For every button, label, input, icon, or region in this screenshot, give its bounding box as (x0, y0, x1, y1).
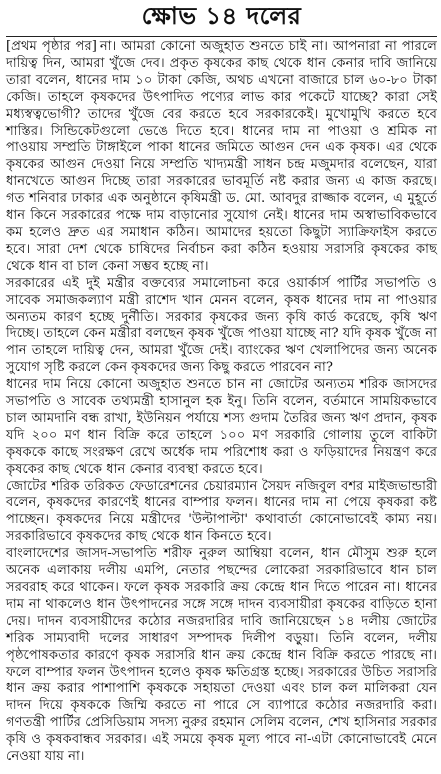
headline: ক্ষোভ ১৪ দলের (141, 2, 302, 30)
article-body (6, 39, 437, 766)
paragraph-text: না। আমরা কোনো অজুহাত শুনতে চাই না। আপনারা না পারলে দায়িত্ব দিন, আমরা খুঁজে দেব। প্রকৃত কৃষকের কাছ থেকে ধান কেনার দাবি জানিয়ে তারা বলেন, ধানের দাম ১০ টাকা কেজি, অথচ এখনো বাজারে চাল ৬০-৮০ টাকা কেজি। তাহলে কৃষকদের উৎপাদিত পণ্যের লাভ কার পকেটে যাচ্ছে? কারা সেই মধ্যস্বত্বভোগী? তাদের খুঁজে বের করতে হবে সরকারকেই। মুখোমুখি করতে হবে শাস্তির। সিন্ডিকেটগুলো ভেঙে দিতে হবে। ধানের দাম না পাওয়া ও শ্রমিক না পাওয়ায় সম্প্রতি টাঙ্গাইলে পাকা ধানের জমিতে আগুন দেন এক কৃষক। এর থেকে কৃষকের আগুন দেওয়া নিয়ে সম্প্রতি খাদ্যমন্ত্রী সাধন চন্দ্র মজুমদার বলেছেন, যারা ধানখেতে আগুন দিচ্ছে তারা সরকারের ভাবমূর্তি নষ্ট করার জন্য এ কাজ করছে। গত শনিবার ঢাকার এক অনুষ্ঠানে কৃষিমন্ত্রী ড. মো. আবদুর রাজ্জাক বলেন, এ মুহূর্তে ধান কিনে সরকারের পক্ষে দাম বাড়ানোর সুযোগ নেই। ধানের দাম অস্বাভাবিকভাবে কম হলেও দ্রুত এর সমাধান কঠিন। আমাদের হয়তো কিছুটা স্যাক্রিফাইস করতে হবে। সারা দেশ থেকে চাষিদের নির্বাচন করা কঠিন হওয়ায় সরাসরি কৃষকের কাছ থেকে ধান বা চাল কেনা সম্ভব হচ্ছে না। (6, 39, 437, 274)
paragraph-4: জোটের শরিক তরিকত ফেডারেশনের চেয়ারম্যান সৈয়দ নজিবুল বশর মাইজভান্ডারী বলেন, কৃষকদের কারণেই ধানের বাম্পার ফলন। ধানের দাম না পেয়ে কৃষকরা কষ্ট পাচ্ছেন। কৃষকদের নিয়ে মন্ত্রীদের 'উল্টাপাল্টা' কথাবার্তা কোনোভাবেই কাম্য নয়। সরকারিভাবে কৃষকদের কাছ থেকে ধান কিনতে হবে। (6, 478, 437, 545)
continuation-label: [প্রথম পৃষ্ঠার পর] (6, 39, 97, 54)
headline-bar (6, 0, 437, 37)
paragraph-5: বাংলাদেশের জাসদ-সভাপতি শরীফ নুরুল আম্বিয়া বলেন, ধান মৌসুম শুরু হলে অনেক এলাকায় দলীয় এমপি, নেতার পছন্দের লোকেরা সরকারিভাবে ধান চাল সরবরাহ করে থাকেন। ফলে কৃষক সরকারি ক্রয় কেন্দ্রে ধান দিতে পারেন না। ধানের দাম না থাকলেও ধান উৎপাদনের সঙ্গে সঙ্গে দাদন ব্যবসায়ীরা কৃষকের বাড়িতে হানা দেয়। দাদন ব্যবসায়ীদের কঠোর নজরদারির দাবি জানিয়েছেন ১৪ দলীয় জোটের শরিক সাম্যবাদী দলের সাধারণ সম্পাদক দিলীপ বড়ুয়া। তিনি বলেন, দলীয় পৃষ্ঠপোষকতার কারণে কৃষক সরাসরি ধান ক্রয় কেন্দ্রে ধান বিক্রি করতে পারছে না। ফলে বাম্পার ফলন উৎপাদন হলেও কৃষক ক্ষতিগ্রস্ত হচ্ছে। সরকারের উচিত সরাসরি ধান ক্রয় করার পাশাপাশি কৃষককে সহায়তা দেওয়া এবং চাল কল মালিকরা যেন দাদন দিয়ে কৃষককে জিম্মি করতে না পারে সে ব্যাপারে কঠোর নজরদারি করা। গণতন্ত্রী পার্টির প্রেসিডিয়াম সদস্য নুরুর রহমান সেলিম বলেন, শেখ হাসিনার সরকার কৃষি ও কৃষকবান্ধব সরকার। এই সময়ে কৃষক মূল্য পাবে না-এটা কোনোভাবেই মেনে নেওয়া যায় না। (6, 546, 437, 765)
paragraph-1 (6, 39, 437, 276)
paragraph-3: ধানের দাম নিয়ে কোনো অজুহাত শুনতে চান না জোটের অন্যতম শরিক জাসদের সভাপতি ও সাবেক তথ্যমন্ত্রী হাসানুল হক ইনু। তিনি বলেন, বর্তমানে সাময়িকভাবে চাল আমদানি বন্ধ রাখা, ইউনিয়ন পর্যায়ে শস্য গুদাম তৈরির জন্য ঋণ প্রদান, কৃষক যদি ২০০ মণ ধান বিক্রি করে তাহলে ১০০ মণ সরকারি গোলায় তুলে বাকিটা কৃষককে কাছে সংরক্ষণ রেখে অর্ধেক দাম পরিশোধ করা ও ফড়িয়াদের নিয়ন্ত্রণ করে কৃষকের কাছ থেকে ধান কেনার ব্যবস্থা করতে হবে। (6, 377, 437, 477)
paragraph-2: সরকারের এই দুই মন্ত্রীর বক্তব্যের সমালোচনা করে ওয়ার্কার্স পার্টির সভাপতি ও সাবেক সমাজকল্যাণ মন্ত্রী রাশেদ খান মেনন বলেন, কৃষক ধানের দাম না পাওয়ার অন্যতম কারণ হচ্ছে দুর্নীতি। সরকার কৃষকের জন্য কৃষি কার্ড করেছে, কৃষি ঋণ দিচ্ছে। তাহলে কেন মন্ত্রীরা বলছেন কৃষক খুঁজে পাওয়া যাচ্ছে না? যদি কৃষক খুঁজে না পান তাহলে দায়িত্ব দেন, আমরা খুঁজে দেই। ব্যাংকের ঋণ খেলাপিদের জন্য অনেক সুযোগ সৃষ্টি করলে কেন কৃষকদের জন্য কিছু করতে পারবেন না? (6, 275, 437, 376)
